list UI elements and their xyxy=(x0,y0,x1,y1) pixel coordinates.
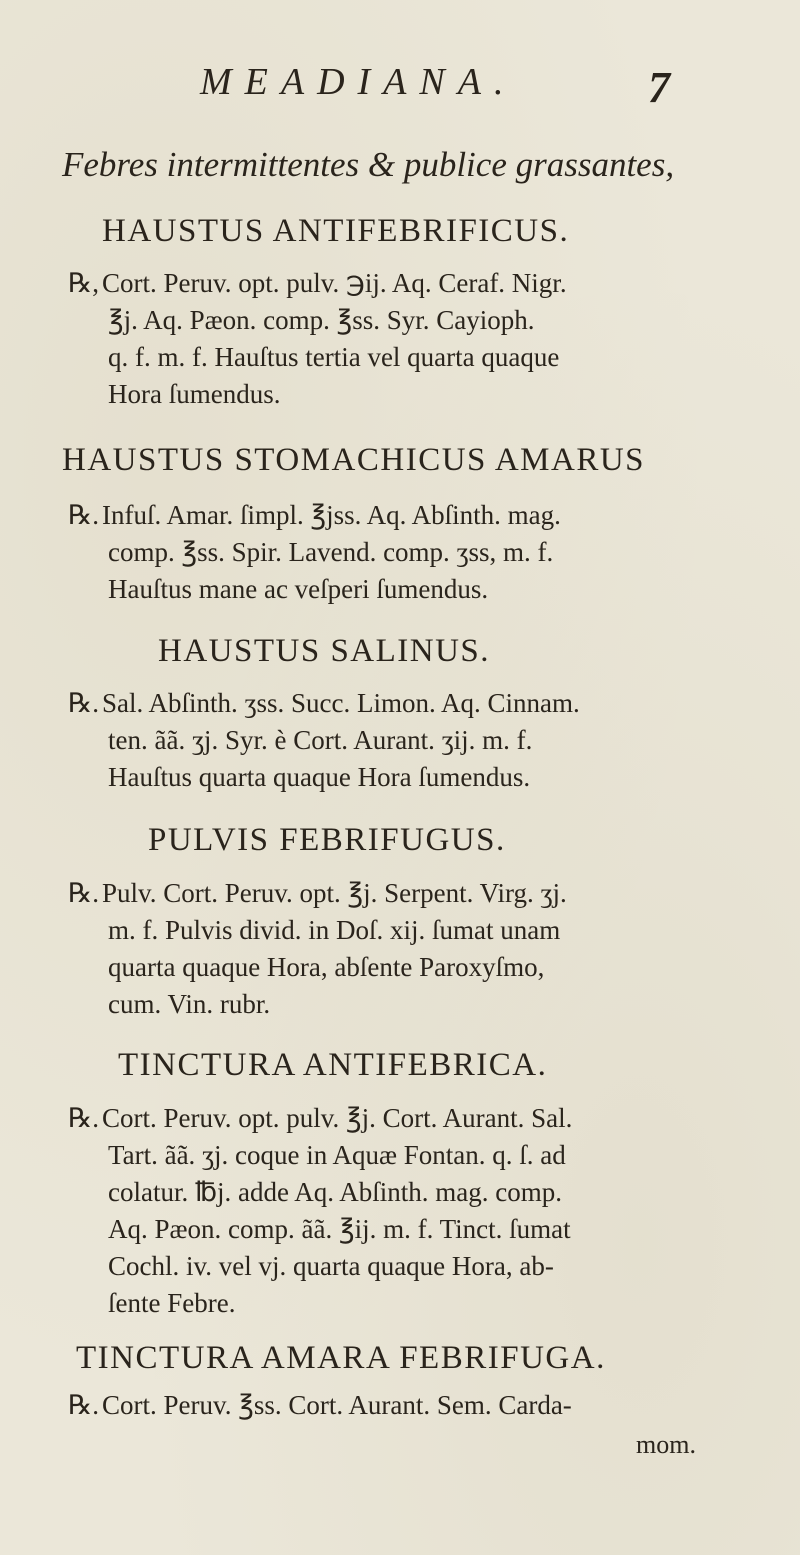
recipe-line: comp. ℥ss. Spir. Lavend. comp. ʒss, m. f. xyxy=(108,537,554,567)
recipe-text: Infuſ. Amar. ſimpl. ℥jss. Aq. Abſinth. mag. xyxy=(102,500,561,530)
recipe-line: Aq. Pæon. comp. ãã. ℥ij. m. f. Tinct. ſumat xyxy=(108,1214,571,1244)
recipe-symbol: ℞, xyxy=(68,268,99,298)
recipe-title: PULVIS FEBRIFUGUS. xyxy=(148,822,506,858)
recipe-line xyxy=(68,688,580,719)
recipe-title: TINCTURA ANTIFEBRICA. xyxy=(118,1047,548,1083)
recipe-line xyxy=(68,500,561,531)
running-head xyxy=(0,60,800,120)
recipe-line: Hauſtus quarta quaque Hora ſumendus. xyxy=(108,762,531,792)
recipe-title: TINCTURA AMARA FEBRIFUGA. xyxy=(76,1340,606,1376)
recipe-line: ℥j. Aq. Pæon. comp. ℥ss. Syr. Cayioph. xyxy=(108,305,535,335)
recipe-line xyxy=(68,1390,572,1421)
recipe-symbol: ℞. xyxy=(68,1103,99,1133)
recipe-title: HAUSTUS ANTIFEBRIFICUS. xyxy=(102,213,570,249)
recipe-line xyxy=(68,268,567,299)
recipe-line: ten. ãã. ʒj. Syr. è Cort. Aurant. ʒij. m. f. xyxy=(108,725,533,755)
recipe-title: HAUSTUS STOMACHICUS AMARUS xyxy=(62,442,646,478)
recipe-text: Cort. Peruv. ℥ss. Cort. Aurant. Sem. Carda- xyxy=(102,1390,572,1420)
page-number: 7 xyxy=(648,63,670,112)
catchword: mom. xyxy=(636,1430,696,1459)
recipe-title: HAUSTUS SALINUS. xyxy=(158,633,491,669)
recipe-line: Cochl. iv. vel vj. quarta quaque Hora, ab- xyxy=(108,1251,554,1281)
recipe-symbol: ℞. xyxy=(68,500,99,530)
recipe-line: q. f. m. f. Hauſtus tertia vel quarta quaque xyxy=(108,342,560,372)
recipe-symbol: ℞. xyxy=(68,878,99,908)
recipe-line xyxy=(68,878,567,909)
running-title: MEADIANA. xyxy=(200,61,517,103)
recipe-symbol: ℞. xyxy=(68,1390,99,1420)
recipe-text: Pulv. Cort. Peruv. opt. ℥j. Serpent. Virg. ʒj. xyxy=(102,878,567,908)
recipe-symbol: ℞. xyxy=(68,688,99,718)
recipe-text: Cort. Peruv. opt. pulv. ℥j. Cort. Aurant. Sal. xyxy=(102,1103,573,1133)
recipe-text: Cort. Peruv. opt. pulv. ℈ij. Aq. Ceraf. Nigr. xyxy=(102,268,567,298)
recipe-line: m. f. Pulvis divid. in Doſ. xij. ſumat unam xyxy=(108,915,561,945)
recipe-line: ſente Febre. xyxy=(108,1288,236,1318)
recipe-line: quarta quaque Hora, abſente Paroxyſmo, xyxy=(108,952,545,982)
recipe-line: colatur. ℔j. adde Aq. Abſinth. mag. comp. xyxy=(108,1177,563,1207)
recipe-text: Sal. Abſinth. ʒss. Succ. Limon. Aq. Cinnam. xyxy=(102,688,580,718)
recipe-line: cum. Vin. rubr. xyxy=(108,989,271,1019)
section-heading: Febres intermittentes & publice grassantes, xyxy=(62,145,675,184)
recipe-line: Tart. ãã. ʒj. coque in Aquæ Fontan. q. ſ. ad xyxy=(108,1140,566,1170)
recipe-line: Hauſtus mane ac veſperi ſumendus. xyxy=(108,574,489,604)
recipe-line xyxy=(68,1103,572,1134)
recipe-line: Hora ſumendus. xyxy=(108,379,281,409)
